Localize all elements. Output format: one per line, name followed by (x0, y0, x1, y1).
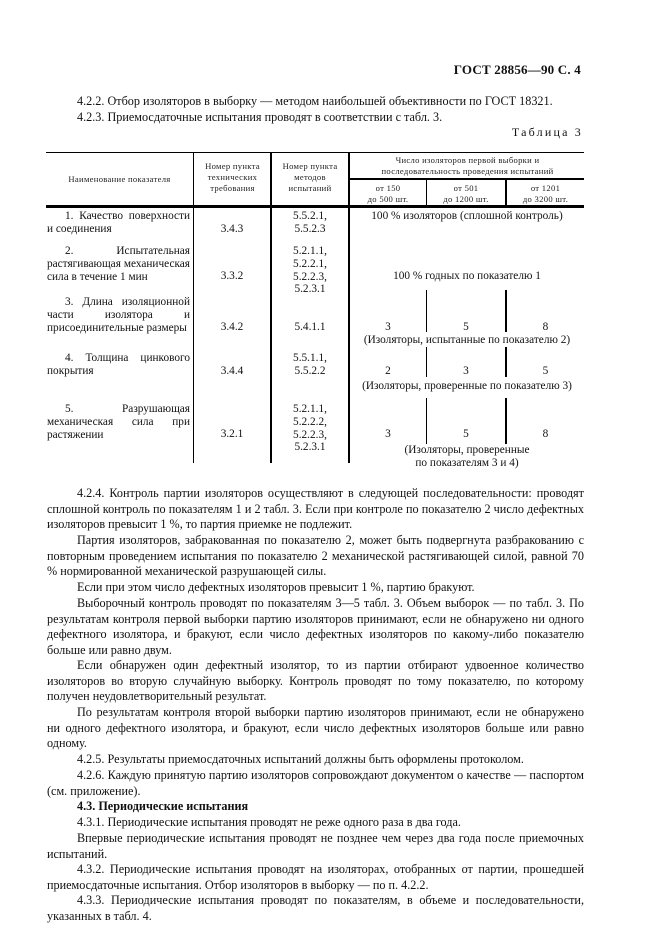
range-from: от 501 (453, 183, 479, 193)
section-heading-4-3: 4.3. Периодические испытания (77, 799, 249, 813)
method-number: 5.2.2.1, (293, 257, 327, 270)
clause-4-2-3: 4.2.3. Приемосдаточные испытания проводят в соответствии с табл. 3. (77, 110, 443, 124)
indicator-name: 5. Разрушающая механическая сила при растяжении (47, 403, 190, 441)
method-number: 5.2.2.3, (293, 428, 327, 441)
sample-count-range-3: 8 (542, 321, 549, 333)
sample-count-range-1: 2 (385, 365, 391, 377)
note-line: (Изоляторы, проверенные (404, 444, 530, 456)
tech-req-number: 3.2.1 (220, 428, 244, 440)
method-number: 5.4.1.1 (294, 321, 326, 333)
clause-4-3-3: 4.3.3. Периодические испытания проводят по показателям, в объеме и последовательности, указанных в табл. 4. (47, 893, 584, 923)
clause-4-2-5: 4.2.5. Результаты приемосдаточных испытаний должны быть оформлены протоколом. (77, 752, 524, 766)
tech-req-number: 3.3.2 (220, 270, 244, 282)
range-to: до 1200 шт. (443, 194, 489, 204)
range-to: до 500 шт. (367, 194, 409, 204)
document-reference: ГОСТ 28856—90 С. 4 (453, 62, 581, 77)
note-line: по показателям 3 и 4) (415, 456, 519, 469)
paragraph-sample-control: Выборочный контроль проводят по показателям 3—5 табл. 3. Объем выборок — по табл. 3. По результатам контроля первой выборки партию изоляторов принимают, если не обнаружено ни одного дефектного изолятора, и бракуют, если число дефектных изоляторов по какому-либо показателю больше или равно двум. (47, 596, 584, 657)
range-from: от 1201 (530, 183, 561, 193)
sample-spanning-text: 100 % годных по показателю 1 (393, 270, 541, 282)
test-method-numbers (272, 245, 348, 296)
col-divider (193, 207, 194, 463)
paragraph-exceed: Если при этом число дефектных изоляторов превысит 1 %, партию бракуют. (77, 580, 475, 594)
clause-4-2-6: 4.2.6. Каждую принятую партию изоляторов сопровождают документом о качестве — паспортом (см. приложение). (47, 768, 584, 798)
row-note (350, 444, 584, 470)
header-range-2 (427, 183, 505, 205)
method-number: 5.2.2.2, (293, 415, 327, 428)
paragraph-rejected-lot: Партия изоляторов, забракованная по показателю 2, может быть подвергнута разбракованию с повторным проведением испытания по показателю 2 механической растягивающей силой, равной 70 % нормированной механической разрушающей силы. (47, 533, 584, 578)
method-number: 5.2.1.1, (293, 245, 327, 257)
header-name: Наименование показателя (68, 174, 171, 184)
method-number: 5.2.3.1 (294, 441, 326, 454)
indicator-name: 1. Качество поверхности и соединения (47, 210, 190, 235)
clause-4-3-2: 4.3.2. Периодические испытания проводят на изоляторах, отобранных от партии, прошедшей приемосдаточные испытания. Отбор изоляторов в выборку — по п. 4.2.2. (47, 862, 584, 892)
sample-count-range-2: 5 (463, 428, 469, 440)
method-number: 5.2.3.1 (294, 283, 326, 296)
indicator-name: 2. Испытательная растягивающая механическая сила в течение 1 мин (47, 245, 190, 283)
clause-4-2-4: 4.2.4. Контроль партии изоляторов осуществляют в следующей последовательности: проводят сплошной контроль по показателям 1 и 2 табл. 3. Если при контроле по показателю 2 число дефектных изоляторов превысит 1 %, то партия приемке не подлежит. (47, 486, 584, 531)
method-number: 5.2.2.3, (293, 270, 327, 283)
clause-4-2-2: 4.2.2. Отбор изоляторов в выборку — методом наибольшей объективности по ГОСТ 18321. (77, 94, 553, 108)
paragraph-first-periodic: Впервые периодические испытания проводят не позднее чем через два года после приемочных испытаний. (47, 831, 584, 861)
sample-count-range-1: 3 (385, 428, 391, 440)
range-from: от 150 (375, 183, 401, 193)
method-number: 5.5.2.1, (293, 210, 327, 222)
row-note: (Изоляторы, проверенные по показателю 3) (350, 380, 584, 393)
sample-spanning-text: 100 % изоляторов (сплошной контроль) (371, 210, 563, 222)
paragraph-second-sample: По результатам контроля второй выборки партию изоляторов принимают, если не обнаружено ни одного дефектного изолятора, и бракуют, если число дефектных изоляторов больше или равно одному. (47, 705, 584, 750)
sample-count-range-3: 8 (542, 428, 549, 440)
header-range-3 (507, 183, 584, 205)
method-number: 5.5.2.3 (294, 222, 326, 235)
col-divider (270, 152, 272, 206)
range-to: до 3200 шт. (522, 194, 569, 204)
test-method-numbers (272, 321, 348, 334)
sample-count-range-2: 5 (463, 321, 469, 333)
tech-req-number: 3.4.2 (220, 321, 244, 333)
tech-req-number: 3.4.3 (220, 223, 244, 235)
test-method-numbers (272, 403, 348, 454)
header-test-methods: Номер пункта методов испытаний (282, 161, 338, 193)
paragraph-one-defect: Если обнаружен один дефектный изолятор, то из партии отбирают удвоенное количество изоляторов во вторую случайную выборку. Контроль проводят по тому показателю, по которому получен неудовлетворительный результат. (47, 658, 584, 703)
col-divider (193, 152, 194, 206)
method-number: 5.5.1.1, (293, 352, 327, 364)
table-top-border (46, 152, 584, 153)
test-method-numbers (272, 352, 348, 378)
header-sample-group: Число изоляторов первой выборки и последовательность проведения испытаний (381, 155, 554, 176)
sample-count-range-3: 5 (542, 365, 549, 377)
subheader-divider (349, 178, 584, 180)
header-bottom-border (46, 205, 584, 208)
indicator-name: 4. Толщина цинкового покрытия (47, 352, 190, 377)
method-number: 5.5.2.2 (294, 364, 326, 377)
method-number: 5.2.1.1, (293, 403, 327, 415)
indicator-name: 3. Длина изоляционной части изолятора и присоединительные размеры (47, 296, 190, 334)
sample-count-range-2: 3 (463, 365, 469, 377)
tech-req-number: 3.4.4 (220, 365, 244, 377)
test-method-numbers (272, 210, 348, 236)
table-caption: Таблица 3 (511, 125, 583, 139)
row-note: (Изоляторы, испытанные по показателю 2) (350, 334, 584, 347)
sample-count-range-1: 3 (385, 321, 391, 333)
clause-4-3-1: 4.3.1. Периодические испытания проводят не реже одного раза в два года. (77, 815, 461, 829)
header-tech-req: Номер пункта технических требования (205, 161, 260, 193)
header-range-1 (350, 183, 426, 205)
